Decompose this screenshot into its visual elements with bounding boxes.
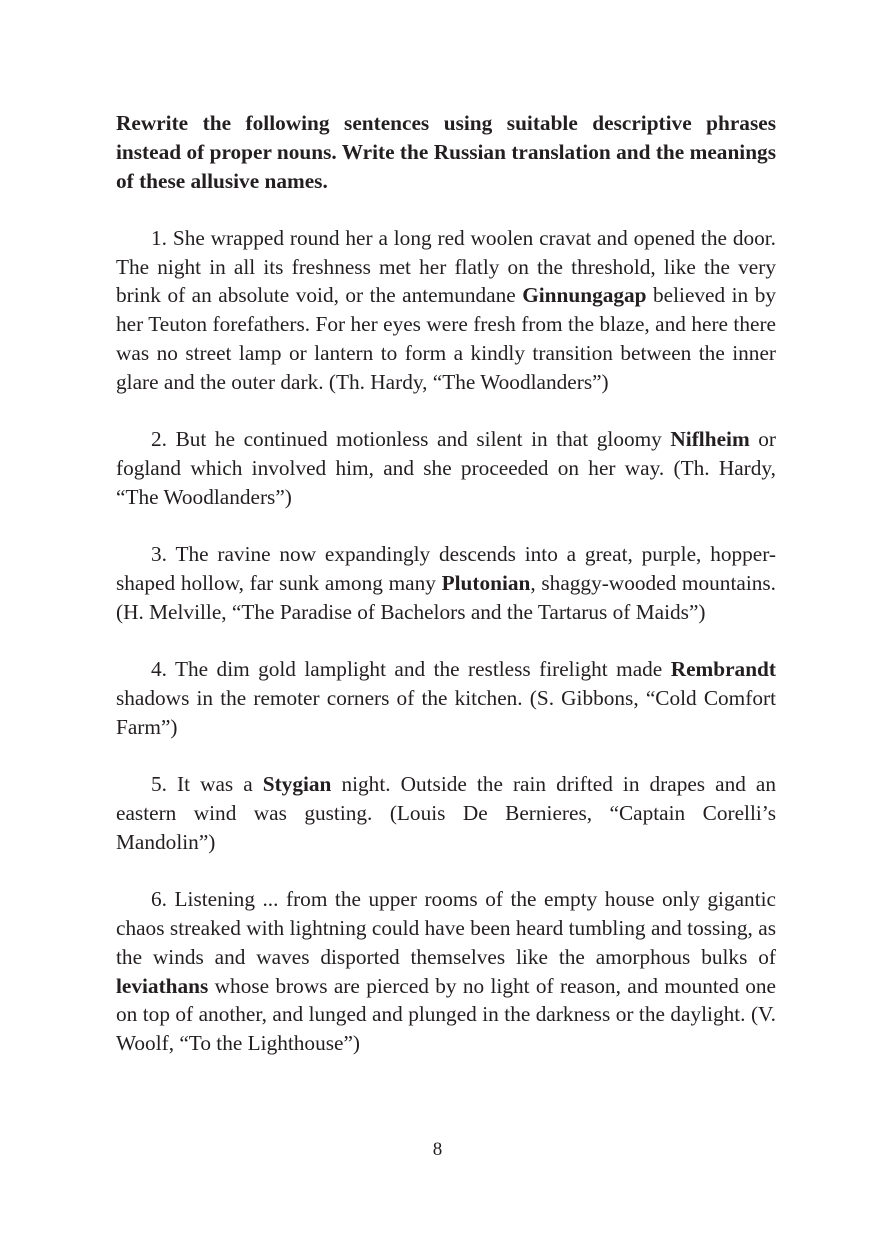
item-text-after: believed in by her Teuton forefathers. For her eyes were fresh from the blaze, and here there was no street lamp or lantern to form a kindly transition between the inner glare and the outer dark. (Th. Hardy, “The Woodlanders”) [116, 283, 776, 394]
allusive-name: Rembrandt [670, 657, 776, 682]
item-text-before: But he continued motionless and silent in that gloomy [175, 427, 662, 452]
exercise-item-4 [116, 655, 776, 741]
item-number: 2. [151, 427, 167, 452]
item-number: 5. [151, 772, 167, 797]
item-text-before: Listening ... from the upper rooms of the empty house only gigantic chaos streaked with lightning could have been heard tumbling and tossing, as the winds and waves disported themselves like the amorphous bulks of [116, 887, 776, 969]
item-text-before: It was a [177, 772, 253, 797]
item-number: 3. [151, 542, 167, 567]
exercise-item-5 [116, 770, 776, 856]
item-text-before: The dim gold lamplight and the restless firelight made [175, 657, 663, 682]
page-body [116, 109, 776, 1087]
exercise-item-1 [116, 224, 776, 397]
allusive-name: Plutonian [441, 571, 531, 596]
allusive-name: Ginnungagap [522, 283, 647, 308]
allusive-name: leviathans [116, 973, 209, 998]
exercise-instructions: Rewrite the following sentences using suitable descriptive phrases instead of proper nouns. Write the Russian translation and the meanings of these allusive names. [116, 111, 776, 193]
item-text-before: The ravine now expandingly descends into a great, purple, hopper-shaped hollow, far sunk among many [116, 542, 777, 596]
item-text-after: shadows in the remoter corners of the kitchen. (S. Gibbons, “Cold Comfort Farm”) [116, 686, 776, 739]
page-number: 8 [432, 1139, 443, 1160]
allusive-name: Niflheim [670, 427, 750, 452]
exercise-item-2 [116, 425, 776, 511]
item-text-after: night. Outside the rain drifted in drapes and an eastern wind was gusting. (Louis De Bernieres, “Captain Corelli’s Mandolin”) [116, 772, 777, 854]
item-text-after: or fogland which involved him, and she proceeded on her way. (Th. Hardy, “The Woodlanders”) [116, 427, 777, 509]
exercise-item-6 [116, 885, 776, 1058]
exercise-item-3 [116, 540, 776, 626]
item-number: 4. [151, 657, 167, 682]
item-text-after: , shaggy-wooded mountains. (H. Melville, “The Paradise of Bachelors and the Tartarus of Maids”) [116, 571, 776, 624]
item-number: 6. [151, 887, 167, 912]
item-text-after: whose brows are pierced by no light of reason, and mounted one on top of another, and lunged and plunged in the darkness or the daylight. (V. Woolf, “To the Lighthouse”) [116, 973, 776, 1056]
item-text-before: She wrapped round her a long red woolen cravat and opened the door. The night in all its freshness met her flatly on the threshold, like the very brink of an absolute void, or the antemundane [116, 225, 776, 308]
allusive-name: Stygian [262, 772, 332, 797]
item-number: 1. [151, 225, 167, 250]
